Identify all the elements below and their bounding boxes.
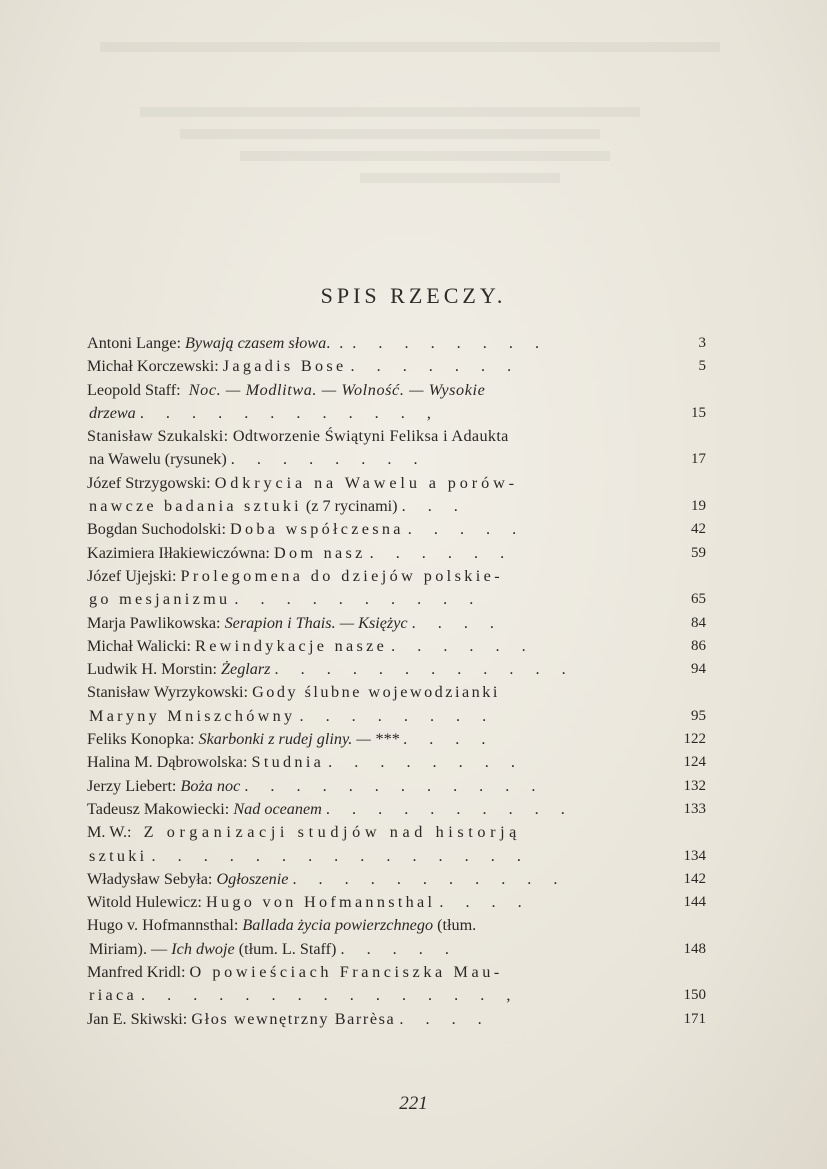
entry-title-continued: sztuki	[89, 846, 148, 865]
entry-author: Bogdan Suchodolski:	[87, 520, 226, 539]
leader-dots: . . . . . . . . . . . ,	[139, 403, 440, 422]
entry-title-continued: Miriam). —	[89, 939, 168, 958]
entry-author: Ludwik H. Morstin:	[87, 660, 217, 679]
leader-dots: . . . . . . . .	[230, 450, 427, 469]
entry-page: 95	[691, 707, 706, 724]
entry-page: 17	[691, 451, 706, 468]
toc-entry	[87, 798, 706, 821]
entry-page: 148	[683, 940, 706, 957]
toc-entry	[87, 1008, 706, 1031]
toc-entry	[87, 751, 706, 774]
entry-page: 19	[691, 498, 706, 515]
entry-title: Głos wewnętrzny Barrèsa	[191, 1009, 396, 1028]
entry-title: Bywają czasem słowa	[185, 334, 327, 352]
entry-author: Stanisław Wyrzykowski:	[87, 683, 249, 702]
toc-entry-continued	[87, 402, 706, 425]
entry-title: Ballada życia powierzchnego	[242, 916, 434, 935]
entry-title: Dom nasz	[273, 543, 366, 562]
toc-entry	[87, 542, 706, 565]
entry-title: Serapion i Thais. — Księżyc	[224, 613, 408, 632]
entry-title: Rewindykacje nasze	[195, 636, 388, 655]
entry-author: Władysław Sebyła:	[87, 869, 213, 888]
entry-title: Z organizacji studjów nad historją	[143, 823, 521, 842]
toc-entry-continued	[87, 984, 706, 1007]
entry-title: Boża noc	[180, 776, 241, 795]
toc-entry	[87, 379, 698, 402]
entry-title: Ich dwoje	[171, 939, 235, 958]
toc-entry	[87, 821, 698, 844]
leader-dots: . . . . . . .	[350, 357, 521, 376]
entry-page: 59	[691, 544, 706, 561]
entry-page: 134	[683, 847, 706, 864]
entry-note: (z 7 rycinami)	[305, 497, 398, 516]
entry-title: Noc. — Modlitwa. — Wolność. — Wysokie	[188, 380, 486, 399]
toc-entry	[87, 868, 706, 891]
leader-dots: . . . . . . . . . . .	[292, 869, 567, 888]
page-title: SPIS RZECZY.	[320, 283, 507, 308]
toc-entry	[87, 961, 698, 984]
entry-title: Żeglarz	[221, 660, 271, 679]
entry-author: Antoni Lange:	[87, 334, 181, 352]
entry-author: Halina M. Dąbrowolska:	[87, 753, 248, 772]
toc-entry-continued	[87, 448, 706, 471]
toc-entry	[87, 635, 706, 658]
toc-entry	[87, 355, 706, 378]
entry-author: Michał Walicki:	[87, 636, 192, 655]
toc-entry-continued	[87, 495, 706, 518]
leader-dots: . . . .	[403, 730, 495, 749]
toc-entry	[87, 681, 698, 704]
toc-entry	[87, 612, 706, 635]
toc-entry	[87, 728, 706, 751]
entry-author: Tadeusz Makowiecki:	[87, 799, 230, 818]
entry-title: Prolegomena do dziejów polskie-	[180, 566, 504, 585]
leader-dots: . . . . . . . .	[299, 706, 496, 725]
entry-author: Hugo v. Hofmannsthal:	[87, 916, 239, 935]
toc-entry	[87, 332, 706, 355]
entry-title: Odtworzenie Świątyni Feliksa i Adaukta	[232, 427, 509, 446]
entry-author: Kazimiera Iłłakiewiczówna:	[87, 543, 270, 562]
entry-title: Studnia	[251, 753, 325, 772]
entry-title-continued: riaca	[89, 986, 137, 1005]
entry-title: Hugo von Hofmannsthal	[205, 893, 436, 912]
entry-page: 122	[683, 731, 706, 748]
entry-author: Jerzy Liebert:	[87, 776, 177, 795]
leader-dots: . . . . . . . . . . . . . . .	[151, 846, 530, 865]
entry-page: 171	[683, 1010, 706, 1027]
toc-entry	[87, 891, 706, 914]
toc-entry	[87, 658, 706, 681]
entry-page: 132	[683, 777, 706, 794]
toc-entry	[87, 565, 698, 588]
entry-title-continued: drzewa	[89, 403, 136, 422]
entry-title: O powieściach Franciszka Mau-	[189, 963, 503, 982]
leader-dots: . . . . . . . . . . . .	[244, 776, 545, 795]
toc-entry-continued	[87, 588, 706, 611]
entry-page: 65	[691, 591, 706, 608]
leader-dots: . . . . .	[340, 939, 458, 958]
leader-dots: . . . .	[399, 1009, 491, 1028]
entry-page: 3	[698, 335, 706, 351]
leader-dots: . . . . . . . . . . . . . . ,	[141, 986, 520, 1005]
entry-page: 133	[683, 800, 706, 817]
leader-dots: . . . . .	[407, 520, 526, 539]
leader-dots: . . . . . .	[369, 543, 514, 562]
toc-entry	[87, 472, 698, 495]
entry-title: Odkrycia na Wawelu a porów-	[214, 473, 518, 492]
entry-page: 150	[683, 987, 706, 1004]
leader-dots: . . .	[401, 497, 467, 516]
entry-note: (tłum. L. Staff)	[238, 939, 337, 958]
leader-dots: . . . . . .	[391, 636, 535, 655]
entry-title-continued: na Wawelu (rysunek)	[89, 450, 227, 469]
leader-dots: . . . . . . . . . .	[325, 799, 574, 818]
entry-page: 94	[691, 661, 706, 678]
entry-title: Doba współczesna	[230, 520, 404, 539]
leader-dots: ... . . . . . . .	[326, 334, 548, 352]
page-number: 221	[399, 1093, 428, 1114]
entry-title: Ogłoszenie	[216, 869, 289, 888]
leader-dots: . . . .	[439, 893, 531, 912]
toc-entry-continued	[87, 938, 706, 961]
entry-page: 144	[683, 894, 706, 911]
entry-page: 5	[698, 358, 706, 375]
leader-dots: . . . .	[411, 613, 503, 632]
entry-author: Józef Strzygowski:	[87, 473, 211, 492]
entry-page: 124	[683, 754, 706, 771]
entry-note: (tłum.	[437, 916, 477, 935]
entry-author: Michał Korczewski:	[87, 357, 219, 376]
toc-entry	[87, 914, 698, 937]
table-of-contents	[87, 332, 706, 1031]
entry-page: 84	[691, 614, 706, 631]
entry-author: Józef Ujejski:	[87, 566, 177, 585]
leader-dots: . . . . . . . . . . . .	[274, 660, 575, 679]
leader-dots: . . . . . . . . . .	[234, 590, 483, 609]
entry-page: 15	[691, 404, 706, 421]
entry-page: 142	[683, 870, 706, 887]
entry-author: Jan E. Skiwski:	[87, 1009, 188, 1028]
entry-title: Gody ślubne wojewodzianki	[252, 683, 500, 702]
entry-author: Witold Hulewicz:	[87, 893, 202, 912]
entry-page: 42	[691, 521, 706, 538]
entry-author: M. W.:	[87, 823, 132, 842]
toc-entry	[87, 775, 706, 798]
entry-title: Nad oceanem	[233, 799, 322, 818]
entry-author: Marja Pawlikowska:	[87, 613, 221, 632]
entry-author: Feliks Konopka:	[87, 730, 195, 749]
entry-title-continued: go mesjanizmu	[89, 590, 231, 609]
entry-title-continued: nawcze badania sztuki	[89, 497, 302, 516]
entry-author: Manfred Kridl:	[87, 963, 186, 982]
entry-author: Leopold Staff:	[87, 380, 181, 399]
toc-entry	[87, 425, 698, 448]
entry-page: 86	[691, 637, 706, 654]
toc-entry-continued	[87, 845, 706, 868]
leader-dots: . . . . . . . .	[328, 753, 524, 772]
entry-title: Skarbonki z rudej gliny. — ***	[198, 730, 400, 749]
toc-entry-continued	[87, 705, 706, 728]
toc-entry	[87, 518, 706, 541]
entry-author: Stanisław Szukalski:	[87, 427, 229, 446]
entry-title-continued: Maryny Mniszchówny	[89, 706, 296, 725]
entry-title: Jagadis Bose	[222, 357, 347, 376]
